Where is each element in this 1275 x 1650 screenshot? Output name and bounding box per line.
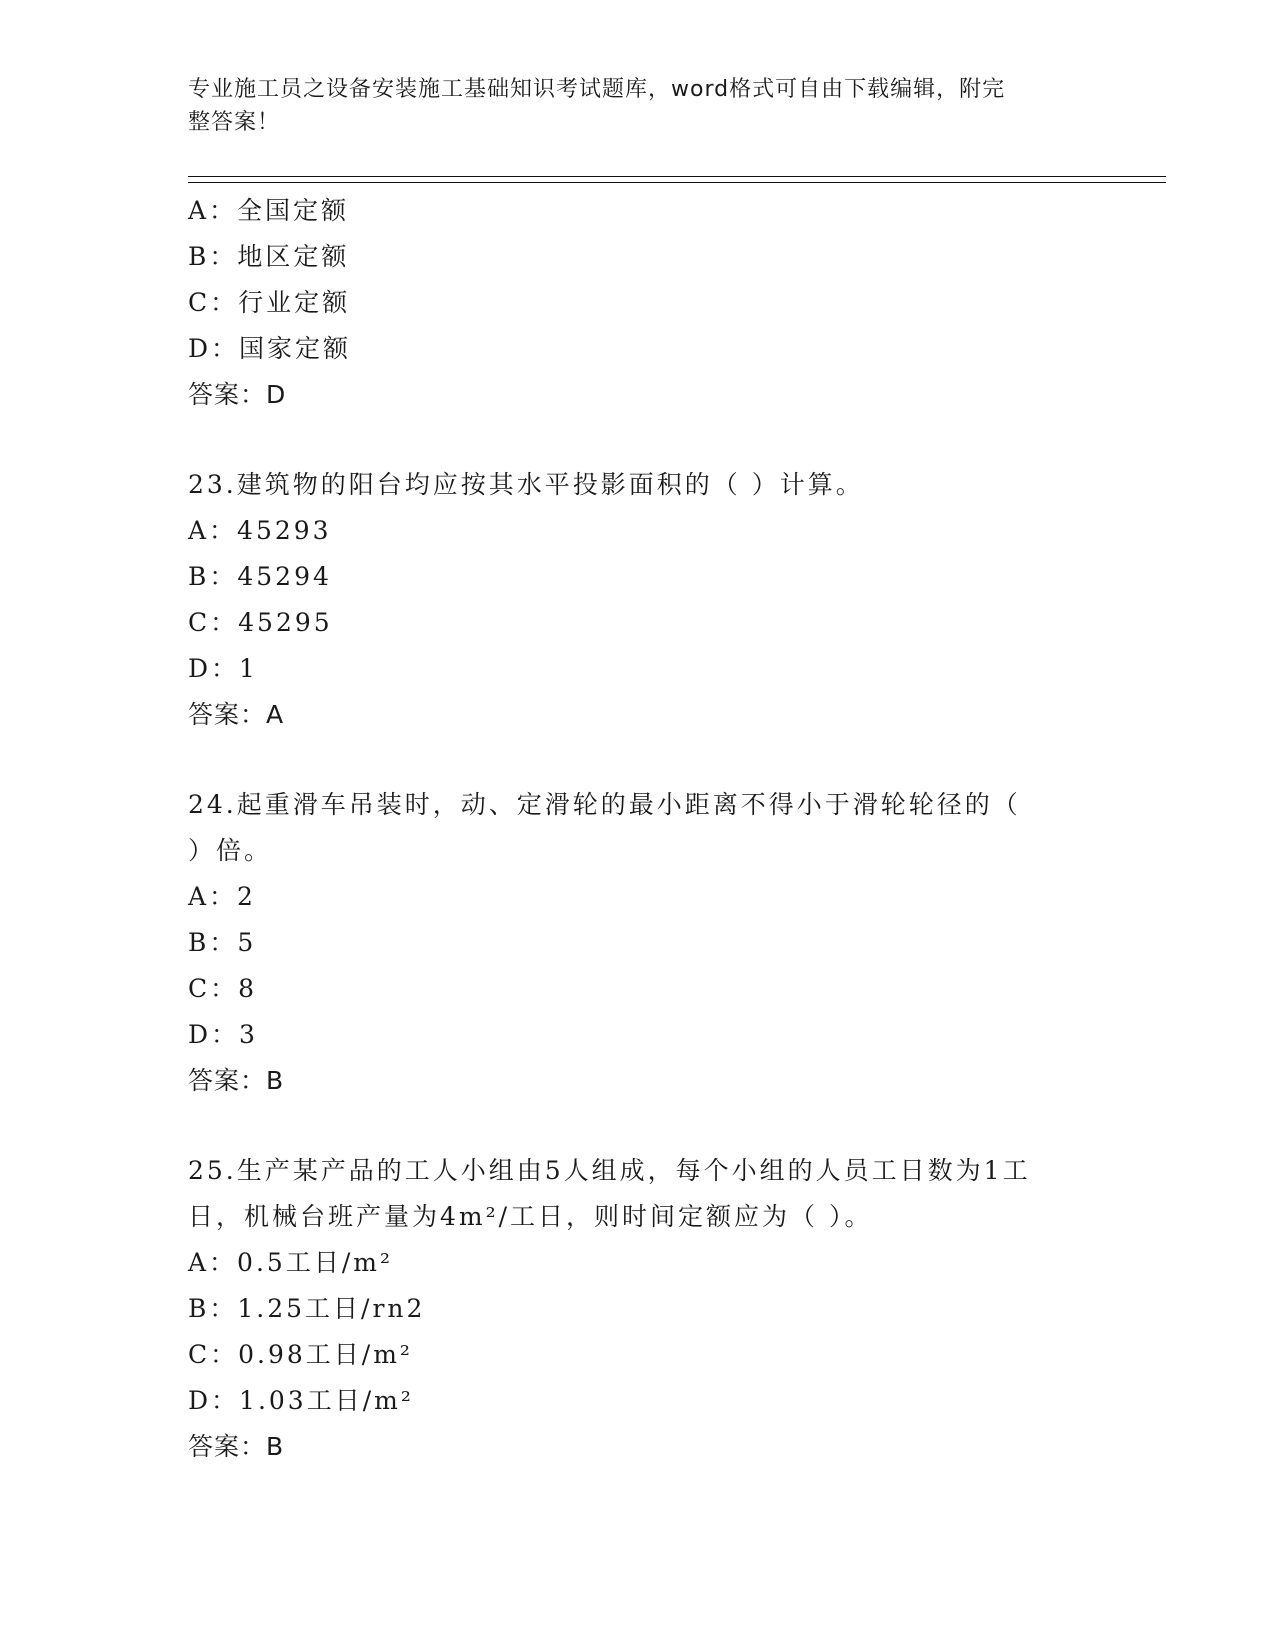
- header-line-2: 整答案！: [188, 110, 281, 135]
- question-22: [188, 188, 1088, 418]
- option-d: D：1.03工日/m²: [188, 1386, 414, 1415]
- question-text-line-2: ）倍。: [188, 836, 273, 865]
- question-text: 23.建筑物的阳台均应按其水平投影面积的（ ）计算。: [188, 470, 864, 499]
- question-25: [188, 1148, 1088, 1470]
- header-rule-bottom: [188, 182, 1166, 183]
- option-a: A：全国定额: [188, 196, 350, 225]
- option-a: A：2: [188, 882, 256, 911]
- header-rule-top: [188, 176, 1166, 177]
- option-a: A：45293: [188, 516, 332, 545]
- question-23: [188, 462, 1088, 738]
- answer: 答案：D: [188, 380, 287, 409]
- option-b: B：5: [188, 928, 257, 957]
- header-line-1: 专业施工员之设备安装施工基础知识考试题库，word格式可自由下载编辑，附完: [188, 77, 1006, 102]
- option-b: B：地区定额: [188, 242, 350, 271]
- answer: 答案：B: [188, 1432, 285, 1461]
- option-a: A：0.5工日/m²: [188, 1248, 393, 1277]
- option-d: D：3: [188, 1020, 258, 1049]
- question-24: [188, 782, 1088, 1104]
- option-c: C：行业定额: [188, 288, 351, 317]
- option-c: C：0.98工日/m²: [188, 1340, 413, 1369]
- option-d: D：国家定额: [188, 334, 352, 363]
- question-list: [188, 188, 1088, 1470]
- option-c: C：8: [188, 974, 258, 1003]
- answer: 答案：A: [188, 700, 285, 729]
- question-text-line-1: 24.起重滑车吊装时，动、定滑轮的最小距离不得小于滑轮轮径的（: [188, 790, 1021, 819]
- option-c: C：45295: [188, 608, 333, 637]
- option-b: B：45294: [188, 562, 332, 591]
- option-d: D：1: [188, 654, 258, 683]
- question-text-line-2: 日，机械台班产量为4m²/工日，则时间定额应为（ ）。: [188, 1202, 873, 1231]
- document-header: [188, 73, 1068, 139]
- question-text-line-1: 25.生产某产品的工人小组由5人组成，每个小组的人员工日数为1工: [188, 1156, 1031, 1185]
- option-b: B：1.25工日/rn2: [188, 1294, 426, 1323]
- answer: 答案：B: [188, 1066, 285, 1095]
